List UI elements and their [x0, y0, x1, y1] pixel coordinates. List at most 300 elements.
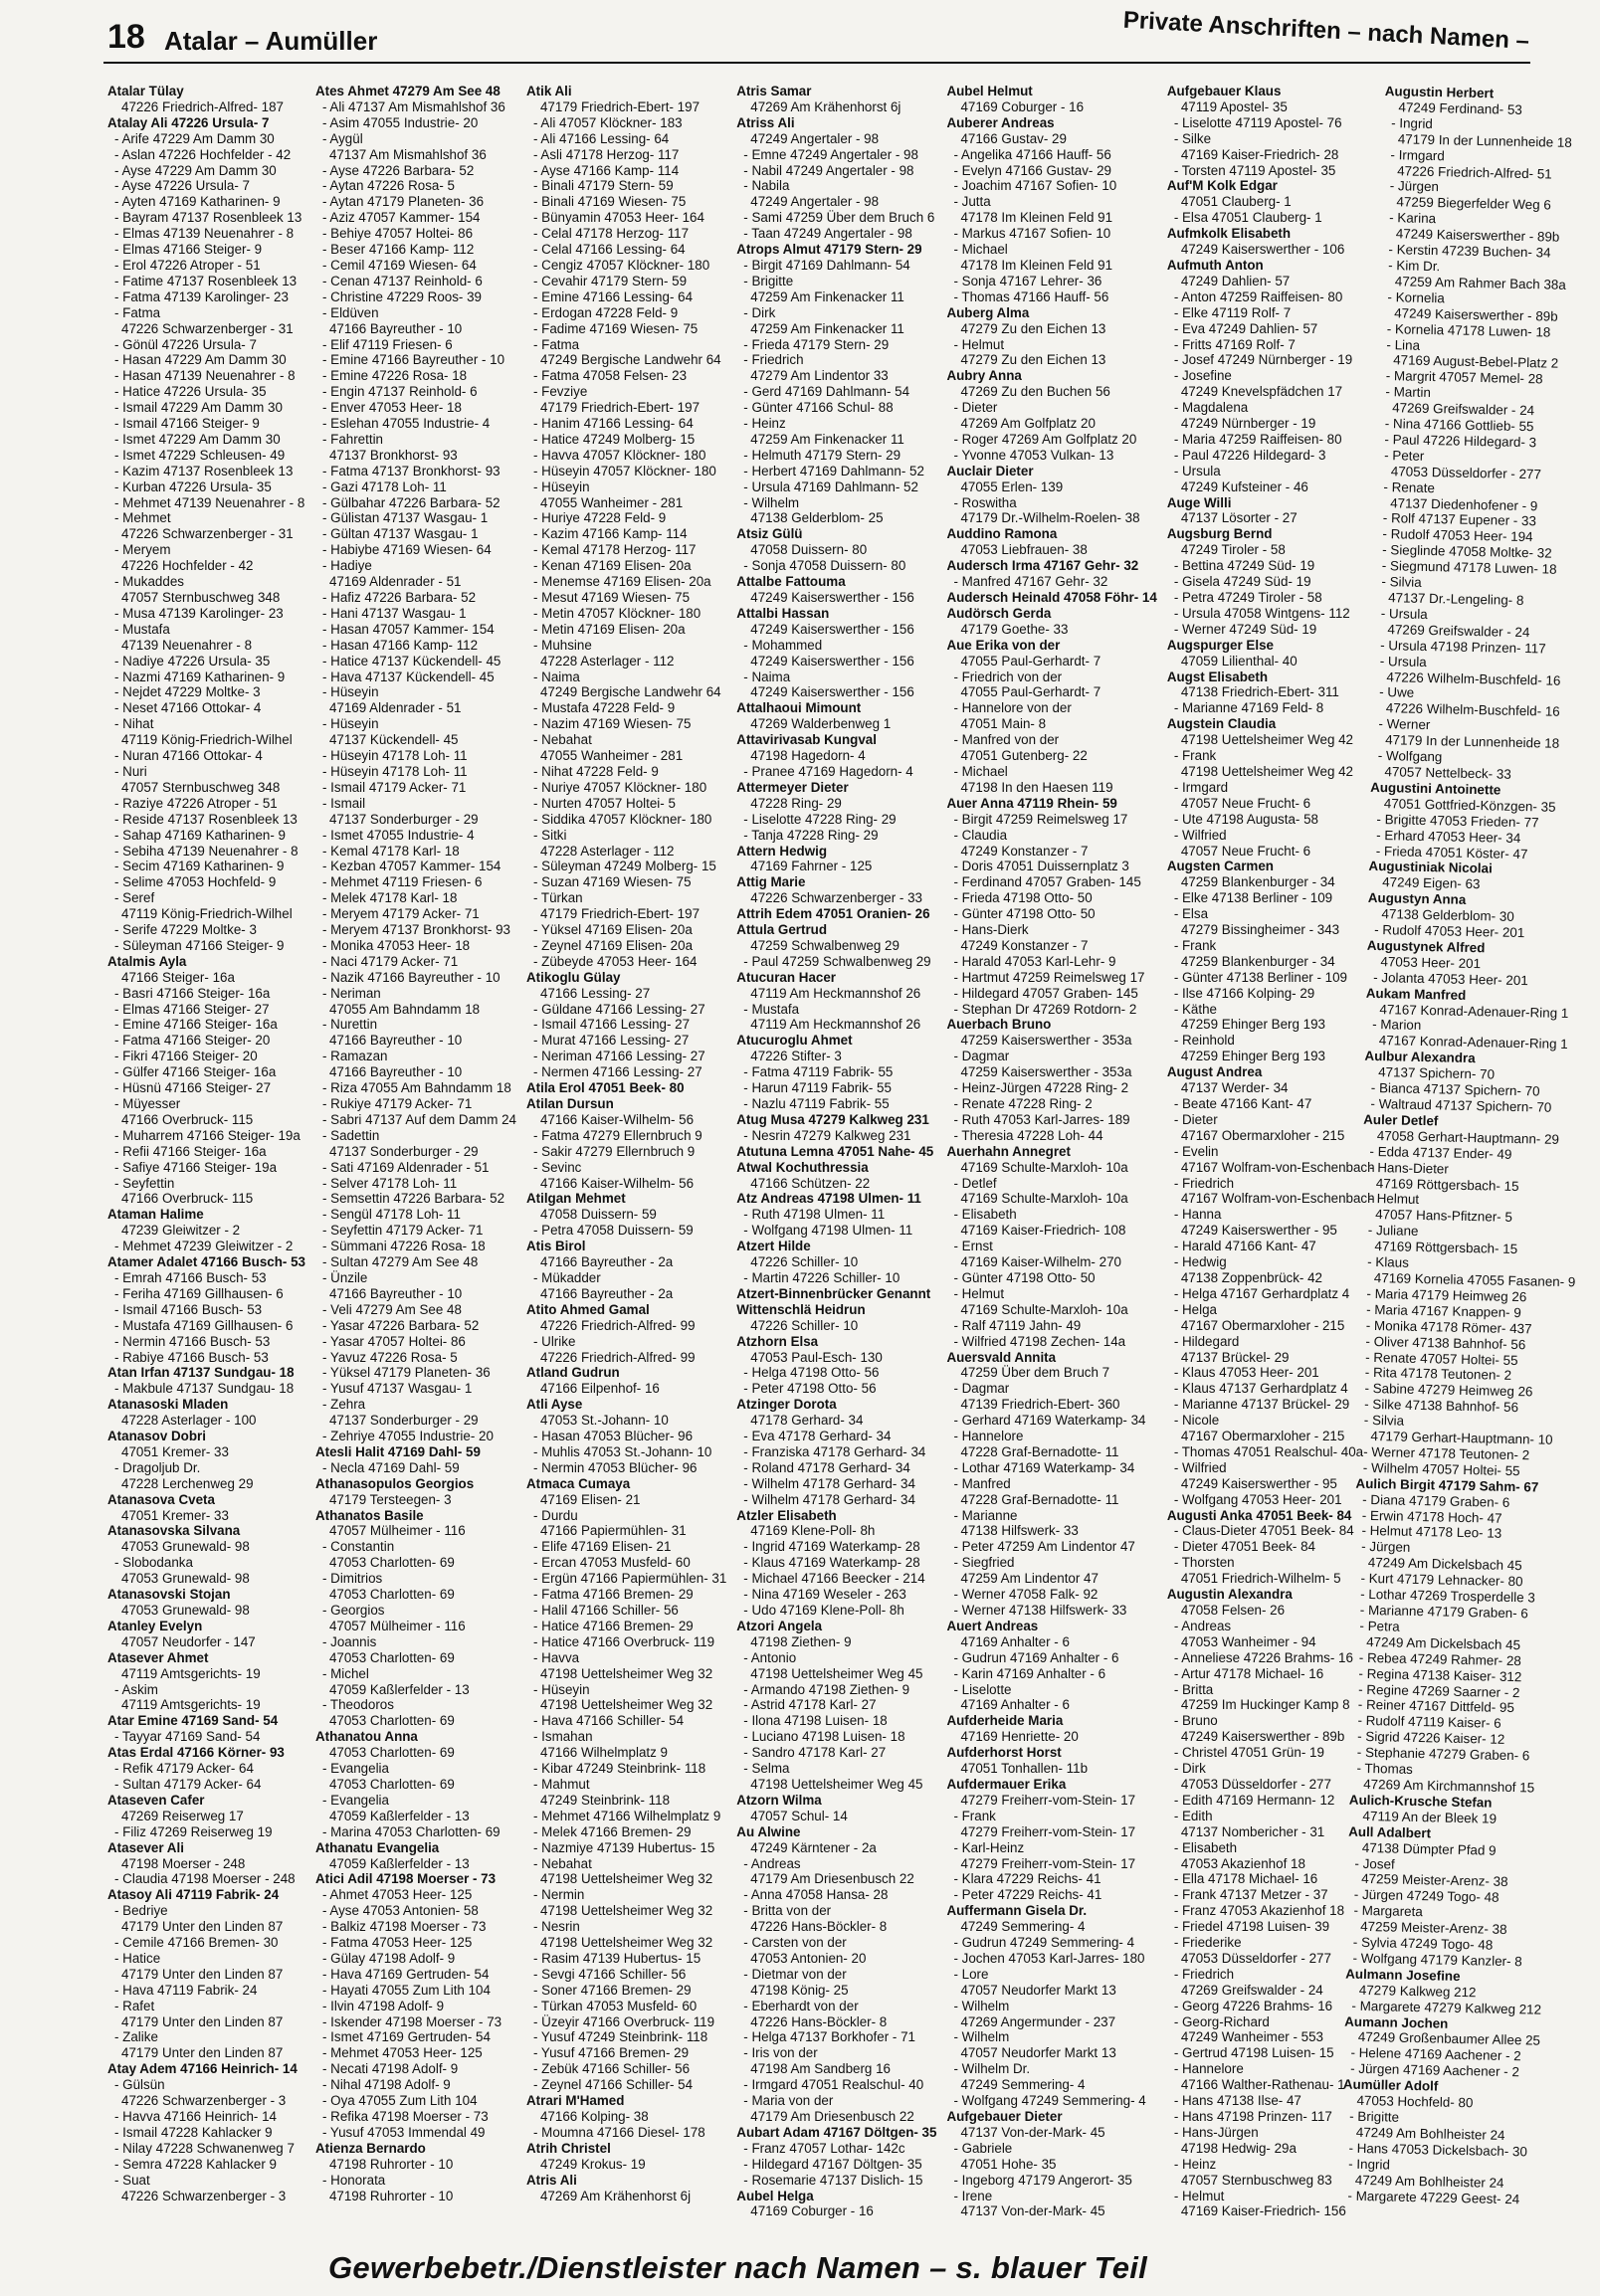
entry-person: - Yusuf 47166 Bremen- 29: [532, 2045, 690, 2061]
entry-person: - Melek 47178 Karl- 18: [321, 890, 458, 906]
entry-person: - Nejdet 47229 Moltke- 3: [114, 684, 261, 700]
entry-surname: Auert Andreas: [946, 1618, 1039, 1633]
entry-address: 47169 Fahrner - 125: [750, 859, 873, 874]
entry-address: 47226 Wilhelm-Buschfeld- 16: [1385, 700, 1560, 720]
entry-person: - Hasan 47166 Kamp- 112: [321, 637, 479, 653]
entry-surname: Audersch Heinald 47058 Föhr- 14: [946, 590, 1157, 605]
entry-person: - Nadiye 47226 Ursula- 35: [114, 653, 271, 669]
entry-person: - Sevinc: [532, 1159, 582, 1175]
entry-person: - Werner 47178 Teutonen- 2: [1362, 1443, 1529, 1463]
entry-address: 47239 Gleiwitzer - 2: [121, 1223, 241, 1239]
entry-person: - Jochen 47053 Karl-Jarres- 180: [953, 1950, 1145, 1966]
entry-address: 47053 Charlotten- 69: [328, 1587, 455, 1603]
entry-person: - Wilfried 47198 Zechen- 14a: [953, 1333, 1126, 1349]
entry-person: - Markus 47167 Sofien- 10: [953, 226, 1111, 242]
entry-person: - Gabriele: [953, 2140, 1013, 2156]
entry-person: - Ursula 47169 Dahlmann- 52: [743, 478, 918, 494]
entry-person: - Dieter: [1173, 1111, 1218, 1127]
entry-address: 47226 Schwarzenberger - 31: [121, 526, 294, 542]
entry-person: - Sultan 47179 Acker- 64: [114, 1776, 262, 1792]
entry-person: - Zehra: [321, 1397, 366, 1413]
entry-person: - Ruth 47053 Karl-Jarres- 189: [953, 1111, 1130, 1127]
entry-person: - Murat 47166 Lessing- 27: [532, 1033, 690, 1049]
entry-person: - Sengül 47178 Loh- 11: [321, 1207, 461, 1223]
entry-person: - Wolfgang 47179 Kanzler- 8: [1351, 1950, 1522, 1970]
entry-person: - Secim 47169 Katharinen- 9: [114, 859, 285, 874]
entry-person: - Fatma 47058 Felsen- 23: [532, 368, 688, 384]
entry-person: - Dimitrios: [321, 1571, 383, 1587]
entry-surname: Athanatou Anna: [314, 1729, 418, 1745]
entry-person: - Helga: [1173, 1301, 1217, 1317]
entry-address: 47137 Von-der-Mark- 45: [960, 2124, 1105, 2140]
entry-person: - Frank: [1173, 748, 1217, 764]
entry-person: - Georgios: [321, 1603, 385, 1618]
entry-address: 47137 Bronkhorst- 93: [328, 447, 458, 463]
entry-person: - Eva 47249 Dahlien- 57: [1173, 320, 1318, 336]
entry-person: - Helmut: [1367, 1191, 1419, 1208]
entry-person: - Georg 47226 Brahms- 16: [1173, 1998, 1333, 2013]
entry-person: - Thorsten: [1173, 1555, 1235, 1571]
entry-address: 47178 Im Kleinen Feld 91: [960, 257, 1113, 273]
entry-surname: Auerbach Bruno: [946, 1017, 1052, 1033]
entry-address: 47169 Aldenrader - 51: [328, 574, 462, 590]
entry-address: 47178 Gerhard- 34: [750, 1413, 864, 1429]
entry-person: - Hannelore: [1173, 2061, 1244, 2077]
entry-person: - Mehmet: [114, 510, 171, 526]
entry-surname: Atalmis Ayla: [107, 953, 187, 969]
entry-address: 47053 Düsseldorfer - 277: [1180, 1776, 1331, 1792]
entry-person: - Ayten 47169 Katharinen- 9: [114, 194, 281, 210]
entry-person: - Slobodanka: [114, 1555, 193, 1571]
entry-person: - Dirk: [743, 304, 776, 320]
entry-person: - Ernst: [953, 1239, 993, 1254]
entry-address: 47259 Am Finkenacker 11: [750, 320, 904, 336]
entry-person: - Sultan 47279 Am See 48: [321, 1254, 479, 1270]
entry-person: - Rudolf 47053 Heer- 201: [1373, 921, 1524, 941]
entry-person: - Dieter 47051 Beek- 84: [1173, 1539, 1315, 1555]
entry-person: - Fritts 47169 Rolf- 7: [1173, 336, 1296, 352]
entry-person: - Wilhelm: [953, 2029, 1010, 2045]
entry-person: - Ismail: [321, 795, 366, 811]
entry-address: 47053 Charlotten- 69: [328, 1776, 455, 1792]
entry-person: - Mükadder: [532, 1269, 601, 1285]
entry-address: 47137 Von-der-Mark- 45: [960, 2203, 1105, 2219]
entry-person: - Oya 47055 Zum Lith 104: [321, 2093, 478, 2109]
entry-person: - Yüksel 47169 Elisen- 20a: [532, 922, 693, 938]
entry-person: - Sabri 47137 Auf dem Damm 24: [321, 1111, 516, 1127]
entry-address: 47226 Schwarzenberger - 3: [121, 2188, 287, 2203]
entry-person: - Beser 47166 Kamp- 112: [321, 242, 475, 258]
entry-person: - Celal 47178 Herzog- 117: [532, 226, 690, 242]
entry-address: 47249 Am Bohlheister 24: [1354, 2172, 1504, 2191]
entry-address: 47198 Uettelsheimer Weg 32: [539, 1665, 713, 1681]
entry-surname: Atzler Elisabeth: [736, 1507, 837, 1523]
entry-surname: Auge Willi: [1166, 494, 1232, 510]
entry-person: - Nuran 47166 Ottokar- 4: [114, 748, 263, 764]
entry-person: - Hüseyin 47178 Loh- 11: [321, 748, 468, 764]
entry-person: - Zalike: [114, 2029, 158, 2045]
entry-person: - Friedrich von der: [953, 669, 1063, 684]
entry-person: - Lothar 47269 Trosperdelle 3: [1359, 1586, 1535, 1606]
entry-address: 47169 Schulte-Marxloh- 10a: [960, 1159, 1128, 1175]
entry-person: - Kornelia 47178 Luwen- 18: [1386, 320, 1551, 340]
entry-surname: Augustini Antoinette: [1369, 779, 1501, 798]
entry-address: 47167 Obermarxloher - 215: [1180, 1127, 1345, 1143]
entry-person: - Nurettin: [321, 1017, 378, 1033]
entry-address: 47167 Obermarxloher - 215: [1180, 1429, 1345, 1444]
entry-person: - Fahrettin: [321, 431, 383, 447]
entry-address: 47057 Neudorfer Markt 13: [960, 1982, 1116, 1998]
entry-person: - Binali 47179 Stern- 59: [532, 178, 674, 194]
entry-person: - Kornelia: [1386, 288, 1445, 306]
entry-person: - Georg-Richard: [1173, 2013, 1270, 2029]
entry-person: - Mustafa 47169 Gillhausen- 6: [114, 1317, 294, 1333]
entry-person: - Brigitte: [1348, 2108, 1399, 2125]
entry-surname: Attalhaoui Mimount: [736, 700, 862, 716]
entry-person: - Seyfettin 47179 Acker- 71: [321, 1223, 484, 1239]
entry-surname: Aulmann Josefine: [1344, 1966, 1461, 1984]
entry-surname: Atzert Hilde: [736, 1239, 811, 1254]
page-number: 18: [107, 18, 145, 56]
entry-address: 47055 Wanheimer - 281: [539, 494, 684, 510]
entry-address: 47269 Am Golfplatz 20: [960, 416, 1096, 432]
entry-person: - Hüsnü 47166 Steiger- 27: [114, 1080, 272, 1096]
entry-surname: Aull Adalbert: [1347, 1823, 1431, 1841]
entry-person: - Anton 47259 Raiffeisen- 80: [1173, 288, 1343, 304]
entry-person: - Klara 47229 Reichs- 41: [953, 1871, 1101, 1887]
entry-surname: Augspurger Else: [1166, 637, 1274, 653]
entry-address: 47198 Uettelsheimer Weg 45: [750, 1665, 923, 1681]
entry-surname: Augustin Alexandra: [1166, 1587, 1293, 1603]
entry-person: - Martin 47226 Schiller- 10: [743, 1269, 900, 1285]
entry-person: - Wilhelm: [953, 1998, 1010, 2013]
entry-person: - Neset 47166 Ottokar- 4: [114, 700, 262, 716]
entry-person: - Nabil 47249 Angertaler - 98: [743, 162, 914, 178]
entry-address: 47249 Kaiserswerther - 95: [1180, 1475, 1337, 1491]
entry-surname: Atrih Christel: [525, 2140, 611, 2156]
entry-person: - Evelyn 47166 Gustav- 29: [953, 162, 1111, 178]
entry-person: - Heinz: [1173, 2156, 1217, 2172]
entry-person: - Sebiha 47139 Neuenahrer - 8: [114, 843, 299, 859]
entry-surname: Augustyn Anna: [1367, 890, 1467, 908]
entry-person: - Hannelore: [953, 1429, 1024, 1444]
entry-person: - Gülistan 47137 Wasgau- 1: [321, 510, 489, 526]
entry-surname: Atas Erdal 47166 Körner- 93: [107, 1745, 285, 1761]
entry-person: - Süleyman 47249 Molberg- 15: [532, 859, 716, 874]
entry-person: - Suzan 47169 Wiesen- 75: [532, 874, 692, 890]
entry-address: 47269 Zu den Buchen 56: [960, 384, 1110, 400]
entry-person: - Hüseyin: [532, 1681, 590, 1697]
entry-address: 47051 Hohe- 35: [960, 2156, 1057, 2172]
entry-person: - Marianne 47137 Brückel- 29: [1173, 1397, 1350, 1413]
entry-surname: Aufderheide Maria: [946, 1713, 1064, 1729]
entry-person: - Waltraud 47137 Spichern- 70: [1369, 1095, 1552, 1115]
entry-person: - Frieda 47051 Köster- 47: [1375, 843, 1528, 861]
entry-person: - Dragoljub Dr.: [114, 1459, 201, 1475]
entry-person: - Artur 47178 Michael- 16: [1173, 1665, 1324, 1681]
entry-address: 47269 Greifswalder - 24: [1391, 400, 1534, 419]
entry-address: 47198 In den Haesen 119: [960, 779, 1113, 795]
entry-person: - Gudrun 47249 Semmering- 4: [953, 1935, 1135, 1951]
entry-person: - Fatma 47279 Ellernbruch 9: [532, 1127, 702, 1143]
entry-person: - Marion: [1371, 1017, 1422, 1034]
entry-person: - Nihat: [114, 716, 154, 732]
entry-person: - Mehmet 47166 Wilhelmplatz 9: [532, 1808, 721, 1823]
entry-person: - Nermin 47166 Busch- 53: [114, 1333, 271, 1349]
entry-person: - Günter 47198 Otto- 50: [953, 906, 1096, 922]
entry-surname: Aufmuth Anton: [1166, 257, 1264, 273]
entry-person: - Hildegard 47057 Graben- 145: [953, 985, 1138, 1001]
entry-person: - Refii 47166 Steiger- 16a: [114, 1143, 267, 1159]
entry-surname: Aulbur Alexandra: [1363, 1049, 1476, 1066]
entry-person: - Hans 47138 Ilse- 47: [1173, 2093, 1301, 2109]
entry-surname: Atzert-Binnenbrücker Genannt: [736, 1285, 931, 1301]
directory-column: [315, 84, 516, 2219]
entry-person: - Margarete 47279 Kalkweg 212: [1350, 1998, 1541, 2017]
entry-person: - Fatime 47137 Rosenbleek 13: [114, 273, 298, 288]
entry-person: - Rukiye 47179 Acker- 71: [321, 1096, 473, 1111]
entry-person: - Hasan 47057 Kammer- 154: [321, 621, 495, 637]
entry-person: - Havva: [532, 1649, 580, 1665]
entry-address: 47259 Blankenburger - 34: [1180, 953, 1335, 969]
entry-surname: Atienza Bernardo: [314, 2140, 426, 2156]
entry-person: - Zebük 47166 Schiller- 56: [532, 2061, 691, 2077]
entry-person: - Engin 47137 Reinhold- 6: [321, 384, 478, 400]
entry-address: 47057 Sternbuschweg 348: [121, 779, 281, 795]
entry-address: 47249 Kärntener - 2a: [750, 1839, 877, 1855]
entry-address: 47226 Stifter- 3: [750, 1049, 842, 1064]
entry-person: - Wilfried: [1173, 1459, 1227, 1475]
entry-address: 47166 Kaiser-Wilhelm- 56: [539, 1175, 695, 1191]
entry-person: - Habiybe 47169 Wiesen- 64: [321, 542, 492, 558]
entry-person: - Marina 47053 Charlotten- 69: [321, 1823, 500, 1839]
entry-address: 47249 Ferdinand- 53: [1397, 99, 1522, 117]
entry-address: 47226 Hans-Böckler- 8: [750, 2013, 888, 2029]
entry-address: 47198 Am Sandberg 16: [750, 2061, 891, 2077]
entry-person: - Sieglinde 47058 Moltke- 32: [1381, 542, 1552, 561]
entry-person: - Tayyar 47169 Sand- 54: [114, 1729, 261, 1745]
entry-person: - Sevgi 47166 Schiller- 56: [532, 1966, 687, 1982]
entry-surname: Augusti Anka 47051 Beek- 84: [1166, 1507, 1352, 1523]
entry-person: - Ralf 47119 Jahn- 49: [953, 1317, 1082, 1333]
entry-address: 47269 Angermunder - 237: [960, 2013, 1116, 2029]
entry-surname: Atis Birol: [525, 1239, 586, 1254]
entry-address: 47249 Bergische Landwehr 64: [539, 352, 721, 368]
entry-address: 47055 Paul-Gerhardt- 7: [960, 684, 1101, 700]
entry-surname: Aufgebauer Klaus: [1166, 84, 1282, 98]
entry-person: - Hayati 47055 Zum Lith 104: [321, 1982, 491, 1998]
entry-surname: Aulich-Krusche Stefan: [1348, 1792, 1493, 1811]
entry-person: - Naima: [532, 669, 580, 684]
entry-surname: Atzhorn Elsa: [736, 1333, 819, 1349]
entry-address: 47249 Bergische Landwehr 64: [539, 684, 721, 700]
entry-surname: Atalay Ali 47226 Ursula- 7: [107, 114, 270, 130]
entry-person: - Elmas 47139 Neuenahrer - 8: [114, 226, 295, 242]
entry-person: - Hanim 47166 Lessing- 64: [532, 416, 694, 432]
entry-person: - Halil 47166 Schiller- 56: [532, 1603, 679, 1618]
entry-address: 47269 Greifswalder - 24: [1386, 621, 1530, 640]
entry-address: 47138 Gelderblom- 30: [1380, 906, 1514, 925]
entry-person: - Rafet: [114, 1998, 155, 2013]
entry-address: 47269 Reiserweg 17: [121, 1808, 244, 1823]
entry-person: - Wolfgang 47053 Heer- 201: [1173, 1491, 1342, 1507]
entry-address: 47279 Zu den Eichen 13: [960, 352, 1106, 368]
entry-person: - Gültan 47137 Wasgau- 1: [321, 526, 479, 542]
entry-person: - Emine 47226 Rosa- 18: [321, 368, 468, 384]
entry-surname: Atanasova Cveta: [107, 1491, 215, 1507]
entry-person: - Ella 47178 Michael- 16: [1173, 1871, 1318, 1887]
entry-person: - Zeynel 47169 Elisen- 20a: [532, 937, 694, 953]
entry-person: - Binali 47169 Wiesen- 75: [532, 194, 687, 210]
entry-address: 47198 Ruhrorter - 10: [328, 2188, 454, 2203]
entry-person: - Irmgard 47051 Realschul- 40: [743, 2077, 924, 2093]
entry-address: 47137 Brückel- 29: [1180, 1349, 1290, 1365]
entry-address: 47259 Am Finkenacker 11: [750, 431, 904, 447]
entry-person: - Celal 47166 Lessing- 64: [532, 242, 686, 258]
entry-surname: Auddino Ramona: [946, 526, 1058, 542]
entry-person: - Ursula: [1380, 605, 1428, 622]
entry-person: - Bayram 47137 Rosenbleek 13: [114, 210, 302, 226]
entry-person: - Rebea 47249 Rahmer- 28: [1358, 1649, 1521, 1668]
entry-person: - Günter 47166 Schul- 88: [743, 400, 894, 416]
entry-address: 47166 Bayreuther - 10: [328, 1285, 463, 1301]
entry-surname: Auffermann Gisela Dr.: [946, 1903, 1088, 1919]
entry-person: - Mukaddes: [114, 574, 184, 590]
entry-address: 47228 Ring- 29: [750, 795, 842, 811]
entry-address: 47169 Henriette- 20: [960, 1729, 1079, 1745]
entry-person: - Eslehan 47055 Industrie- 4: [321, 416, 491, 432]
entry-address: 47167 Konrad-Adenauer-Ring 1: [1378, 1001, 1569, 1021]
directory-column: [736, 84, 936, 2219]
entry-person: - Bianca 47137 Spichern- 70: [1370, 1080, 1540, 1099]
entry-person: - Thomas 47166 Hauff- 56: [953, 288, 1109, 304]
entry-person: - Sonja 47058 Duissern- 80: [743, 558, 906, 574]
entry-address: 47228 Graf-Bernadotte- 11: [960, 1491, 1119, 1507]
entry-person: - Aslan 47226 Hochfelder - 42: [114, 146, 292, 162]
entry-person: - Selma: [743, 1761, 790, 1777]
entry-address: 47051 Main- 8: [960, 716, 1047, 732]
entry-person: - Emrah 47166 Busch- 53: [114, 1269, 267, 1285]
entry-person: - Aytan 47179 Planeten- 36: [321, 194, 485, 210]
entry-address: 47053 Wanheimer - 94: [1180, 1633, 1316, 1649]
entry-person: - Yvonne 47053 Vulkan- 13: [953, 447, 1114, 463]
entry-person: - Paul 47226 Hildegard- 3: [1383, 432, 1536, 451]
entry-person: - Werner 47058 Falk- 92: [953, 1587, 1099, 1603]
entry-person: - Wolfgang 47249 Semmering- 4: [953, 2093, 1146, 2109]
entry-address: 47228 Asterlager - 112: [539, 843, 675, 859]
entry-person: - Klaus 47053 Heer- 201: [1173, 1365, 1319, 1381]
entry-person: - Elsa: [1173, 906, 1209, 922]
entry-person: - Yusuf 47053 Immendal 49: [321, 2124, 486, 2140]
entry-person: - Roger 47269 Am Golfplatz 20: [953, 431, 1137, 447]
header-rule: [103, 62, 1530, 64]
entry-person: - Havva 47166 Heinrich- 14: [114, 2109, 278, 2124]
entry-address: 47166 Kolping- 38: [539, 2109, 649, 2124]
entry-surname: Atasoy Ali 47119 Fabrik- 24: [107, 1887, 280, 1903]
entry-person: - Hatice: [114, 1950, 161, 1966]
entry-person: - Silvia: [1363, 1412, 1404, 1429]
entry-person: - Karin 47169 Anhalter - 6: [953, 1665, 1106, 1681]
entry-surname: Atwal Kochuthressia: [736, 1159, 869, 1175]
entry-person: - Astrid 47178 Karl- 27: [743, 1697, 877, 1713]
entry-person: - Sümmani 47226 Rosa- 18: [321, 1239, 486, 1254]
entry-person: - Ismail 47229 Am Damm 30: [114, 400, 283, 416]
entry-surname: Atutuna Lemna 47051 Nahe- 45: [736, 1143, 934, 1159]
entry-person: - Ute 47198 Augusta- 58: [1173, 811, 1318, 827]
entry-person: - Wilhelm: [743, 494, 800, 510]
entry-person: - Ismail 47166 Busch- 53: [114, 1301, 263, 1317]
entry-person: - Ingeborg 47179 Angerort- 35: [953, 2172, 1132, 2188]
entry-address: 47169 Kaiser-Friedrich- 28: [1180, 146, 1339, 162]
entry-address: 47138 Zoppenbrück- 42: [1180, 1269, 1323, 1285]
entry-address: 47179 Am Driesenbusch 22: [750, 1871, 914, 1887]
entry-address: 47259 Schwalbenweg 29: [750, 937, 900, 953]
entry-person: - Gazi 47178 Loh- 11: [321, 478, 447, 494]
entry-address: 47166 Gustav- 29: [960, 130, 1067, 146]
entry-person: - Helene 47169 Aachener - 2: [1349, 2045, 1521, 2064]
entry-person: - Jürgen 47169 Aachener - 2: [1349, 2060, 1519, 2080]
entry-person: - Ali 47137 Am Mismahlshof 36: [321, 98, 505, 114]
entry-address: 47269 Greifswalder - 24: [1180, 1982, 1323, 1998]
entry-person: - Helga 47137 Borkhofer - 71: [743, 2029, 915, 2045]
entry-person: - Lothar 47169 Waterkamp- 34: [953, 1459, 1135, 1475]
entry-person: - Liselotte: [953, 1681, 1012, 1697]
entry-person: - Neriman 47166 Lessing- 27: [532, 1049, 705, 1064]
entry-address: 47228 Graf-Bernadotte- 11: [960, 1443, 1119, 1459]
entry-address: 47249 Dahlien- 57: [1180, 273, 1291, 288]
entry-person: - Mehmet 47119 Friesen- 6: [321, 874, 483, 890]
entry-address: 47269 Am Kirchmannshof 15: [1362, 1776, 1534, 1796]
entry-address: 47249 Kaiserswerther - 89b: [1395, 226, 1560, 245]
directory-column: [1340, 84, 1600, 2223]
entry-address: 47269 Am Krähenhorst 6j: [539, 2188, 692, 2203]
entry-surname: Auersvald Annita: [946, 1349, 1057, 1365]
entry-person: - Mustafa: [743, 1001, 800, 1017]
entry-person: - Eva 47178 Gerhard- 34: [743, 1429, 892, 1444]
entry-surname: Augsburg Bernd: [1166, 526, 1273, 542]
entry-person: - Aygül: [321, 130, 363, 146]
entry-surname: Augustynek Alfred: [1366, 937, 1486, 956]
entry-person: - Musa 47139 Karolinger- 23: [114, 605, 284, 621]
entry-person: - Muharrem 47166 Steiger- 19a: [114, 1127, 300, 1143]
entry-address: 47226 Wilhelm-Buschfeld- 16: [1385, 669, 1561, 688]
entry-person: - Bedriye: [114, 1903, 168, 1919]
entry-person: - Andreas: [743, 1855, 801, 1871]
entry-person: - Maria von der: [743, 2093, 834, 2109]
entry-person: - Constantin: [321, 1539, 395, 1555]
entry-address: 47138 Friedrich-Ebert- 311: [1180, 684, 1339, 700]
entry-person: - Iskender 47198 Moerser - 73: [321, 2013, 502, 2029]
entry-surname: Auer Anna 47119 Rhein- 59: [946, 795, 1117, 811]
entry-person: - Tanja 47228 Ring- 29: [743, 827, 879, 843]
entry-person: - Nazik 47166 Bayreuther - 10: [321, 969, 500, 985]
entry-person: - Cengiz 47057 Klöckner- 180: [532, 257, 710, 273]
entry-address: 47249 Knevelspfädchen 17: [1180, 384, 1343, 400]
entry-person: - Thomas: [1355, 1760, 1413, 1778]
entry-address: 47166 Bayreuther - 10: [328, 1064, 463, 1080]
entry-person: - Mahmut: [532, 1776, 590, 1792]
entry-address: 47179 Unter den Linden 87: [121, 1919, 284, 1935]
entry-person: - Helmut 47178 Leo- 13: [1360, 1523, 1501, 1542]
entry-address: 47166 Eilpenhof- 16: [539, 1381, 660, 1397]
entry-address: 47169 Schulte-Marxloh- 10a: [960, 1301, 1128, 1317]
entry-address: 47249 Kaiserswerther - 156: [750, 684, 914, 700]
entry-person: - Herbert 47169 Dahlmann- 52: [743, 463, 924, 478]
entry-address: 47119 König-Friedrich-Wilhel: [121, 732, 293, 748]
entry-person: - Margrit 47057 Memel- 28: [1385, 368, 1543, 387]
entry-person: - Makbule 47137 Sundgau- 18: [114, 1381, 295, 1397]
entry-person: - Edith 47169 Hermann- 12: [1173, 1792, 1335, 1808]
